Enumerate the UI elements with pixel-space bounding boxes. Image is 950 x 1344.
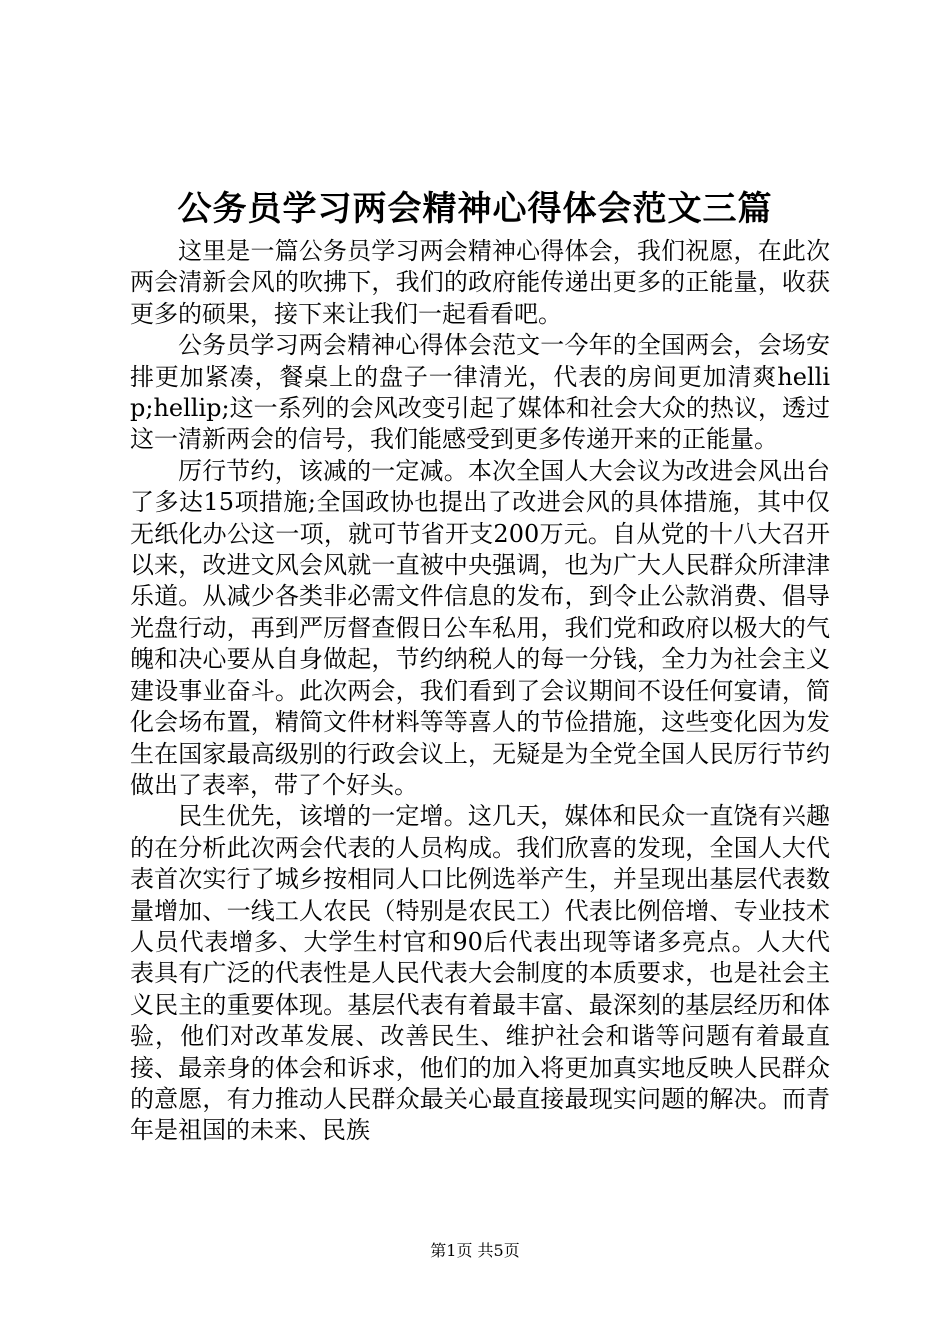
document-body [130,236,830,1147]
document-title: 公务员学习两会精神心得体会范文三篇 [177,189,773,229]
paragraph-2: 厉行节约，该减的一定减。本次全国人大会议为改进会风出台了多达15项措施;全国政协也提出了改进会风的具体措施，其中仅无纸化办公这一项，就可节省开支200万元。自从党的十八大召开以来，改进文风会风就一直被中央强调，也为广大人民群众所津津乐道。从减少各类非必需文件信息的发布，到令止公款消费、倡导光盘行动，再到严厉督查假日公车私用，我们党和政府以极大的气魄和决心要从自身做起，节约纳税人的每一分钱，全力为社会主义建设事业奋斗。此次两会，我们看到了会议期间不设任何宴请，简化会场布置，精简文件材料等等喜人的节俭措施，这些变化因为发生在国家最高级别的行政会议上，无疑是为全党全国人民厉行节约做出了表率，带了个好头。 [130,456,830,799]
paragraph-1: 公务员学习两会精神心得体会范文一今年的全国两会，会场安排更加紧凑，餐桌上的盘子一律清光，代表的房间更加清爽hellip;hellip;这一系列的会风改变引起了媒体和社会大众的热议，透过这一清新两会的信号，我们能感受到更多传递开来的正能量。 [130,331,830,454]
page-footer: 第1页 共5页 [430,1241,520,1260]
paragraph-3: 民生优先，该增的一定增。这几天，媒体和民众一直饶有兴趣的在分析此次两会代表的人员构成。我们欣喜的发现，全国人大代表首次实行了城乡按相同人口比例选举产生，并呈现出基层代表数量增加、一线工人农民（特别是农民工）代表比例倍增、专业技术人员代表增多、大学生村官和90后代表出现等诸多亮点。人大代表具有广泛的代表性是人民代表大会制度的本质要求，也是社会主义民主的重要体现。基层代表有着最丰富、最深刻的基层经历和体验，他们对改革发展、改善民生、维护社会和谐等问题有着最直接、最亲身的体会和诉求，他们的加入将更加真实地反映人民群众的意愿，有力推动人民群众最关心最直接最现实问题的解决。而青年是祖国的未来、民族 [130,802,830,1145]
paragraph-intro: 这里是一篇公务员学习两会精神心得体会，我们祝愿，在此次两会清新会风的吹拂下，我们的政府能传递出更多的正能量，收获更多的硕果，接下来让我们一起看看吧。 [130,237,830,328]
